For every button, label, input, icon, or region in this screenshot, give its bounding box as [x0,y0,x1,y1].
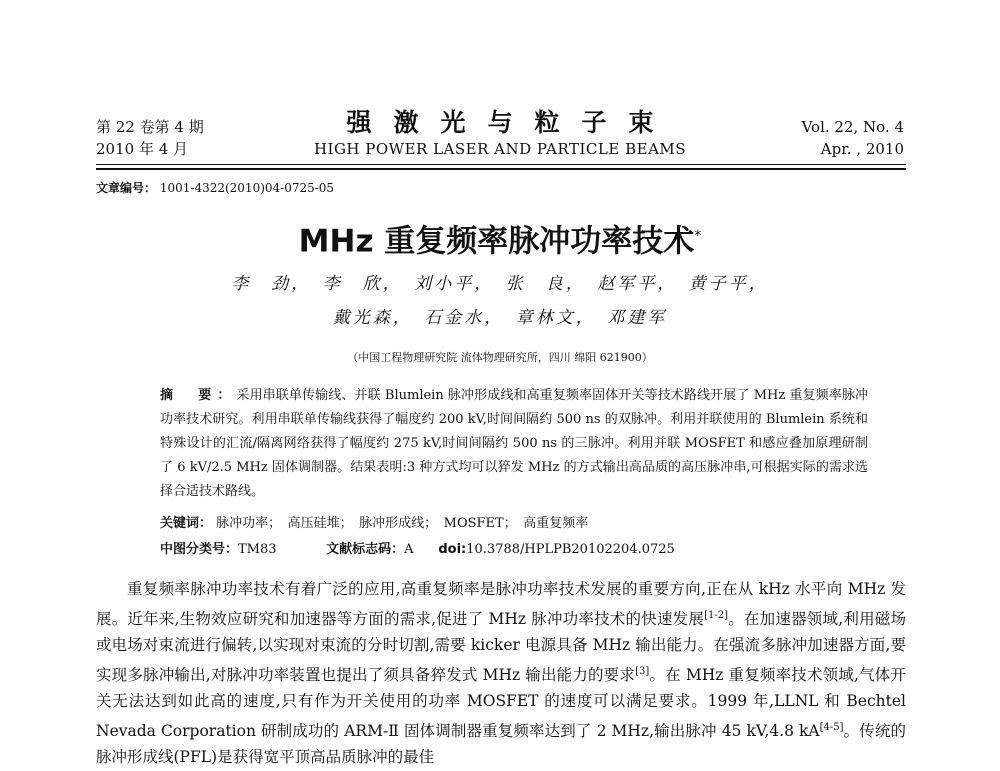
body-text [96,576,906,771]
date-en: Apr. , 2010 [820,140,904,158]
body-text-segment: 。传统的脉冲形成线(PFL)是获得宽平顶高品质脉冲的最佳 [96,721,906,767]
doi-value: 10.3788/HPLPB20102204.0725 [466,542,675,557]
doc-code-value: A [404,542,414,557]
authors-line-1: 李 劲， 李 欣， 刘小平， 张 良， 赵军平， 黄子平， [231,274,769,294]
citation: [3] [635,665,650,677]
keywords-text: 脉冲功率； 高压硅堆； 脉冲形成线； MOSFET； 高重复频率 [216,516,589,531]
article-number [96,180,334,196]
citation: [1-2] [704,609,728,621]
doc-code-label: 文献标志码： [326,542,405,557]
doi-label: doi: [438,542,467,557]
header-right [802,116,904,160]
classification-line [160,540,675,560]
clc-label: 中图分类号： [160,542,239,557]
paper-title-text: MHz 重复频率脉冲功率技术 [298,223,695,260]
body-text-segment: 。在加速器领域,利用磁场或电场对束流进行偏转,以实现对束流的分时切割,需要 kicker 电源具备 MHz 输出能力。在强流多脉冲加速器方面,要实现多脉冲输出,对脉冲功率装置也提出了须具备猝发式 MHz 输出能力的要求 [96,609,906,684]
header-rule-thick [96,168,906,170]
keywords [160,514,588,534]
header-rule-thin [96,164,906,165]
date-cn: 2010 年 4 月 [96,140,189,158]
affiliation: （中国工程物理研究院 流体物理研究所，四川 绵阳 621900） [347,351,653,364]
body-text-segment: 。在 MHz 重复频率技术领域,气体开关无法达到如此高的速度,只有作为开关使用的功率 MOSFET 的速度可以满足要求。1999 年,LLNL 和 Bechtel Nevada Corporation 研制成功的 ARM-Ⅱ 固体调制器重复频率达到了 2 MHz,输出脉冲 45 kV,4.8 kA [96,665,906,740]
keywords-label: 关键词： [160,516,213,531]
volume-issue-cn: 第 22 卷第 4 期 [96,118,204,136]
article-number-label: 文章编号： [96,181,157,195]
abstract [160,384,868,504]
body-text-segment: 重复频率脉冲功率技术有着广泛的应用,高重复频率是脉冲功率技术发展的重要方向,正在从 kHz 水平向 MHz 发展。近年来,生物效应研究和加速器等方面的需求,促进了 MHz 脉冲功率技术的快速发展 [96,580,906,628]
abstract-label: 摘 要： [160,388,237,403]
volume-issue-en: Vol. 22, No. 4 [801,118,904,136]
title-footnote-mark: * [694,228,702,244]
clc-value: TM83 [238,542,277,557]
journal-name-cn: 强激光与粒子束 [346,108,676,137]
citation: [4-5] [819,721,844,733]
paper-title [0,214,1000,263]
authors-line-2: 戴光森， 石金水， 章林文， 邓建军 [332,308,668,328]
body-paragraph [96,576,906,771]
abstract-text: 采用串联单传输线、并联 Blumlein 脉冲形成线和高重复频率固体开关等技术路线开展了 MHz 重复频率脉冲功率技术研究。利用串联单传输线获得了幅度约 200 kV,时间间隔约 500 ns 的双脉冲。利用并联使用的 Blumlein 系统和特殊设计的汇流/隔离网络获得了幅度约 275 kV,时间间隔约 500 ns 的三脉冲。利用并联 MOSFET 和感应叠加原理研制了 6 kV/2.5 MHz 固体调制器。结果表明:3 种方式均可以猝发 MHz 的方式输出高品质的高压脉冲串,可根据实际的需求选择合适技术路线。 [160,388,868,499]
journal-name-en: HIGH POWER LASER AND PARTICLE BEAMS [313,140,687,158]
article-number-value: 1001-4322(2010)04-0725-05 [159,181,335,195]
